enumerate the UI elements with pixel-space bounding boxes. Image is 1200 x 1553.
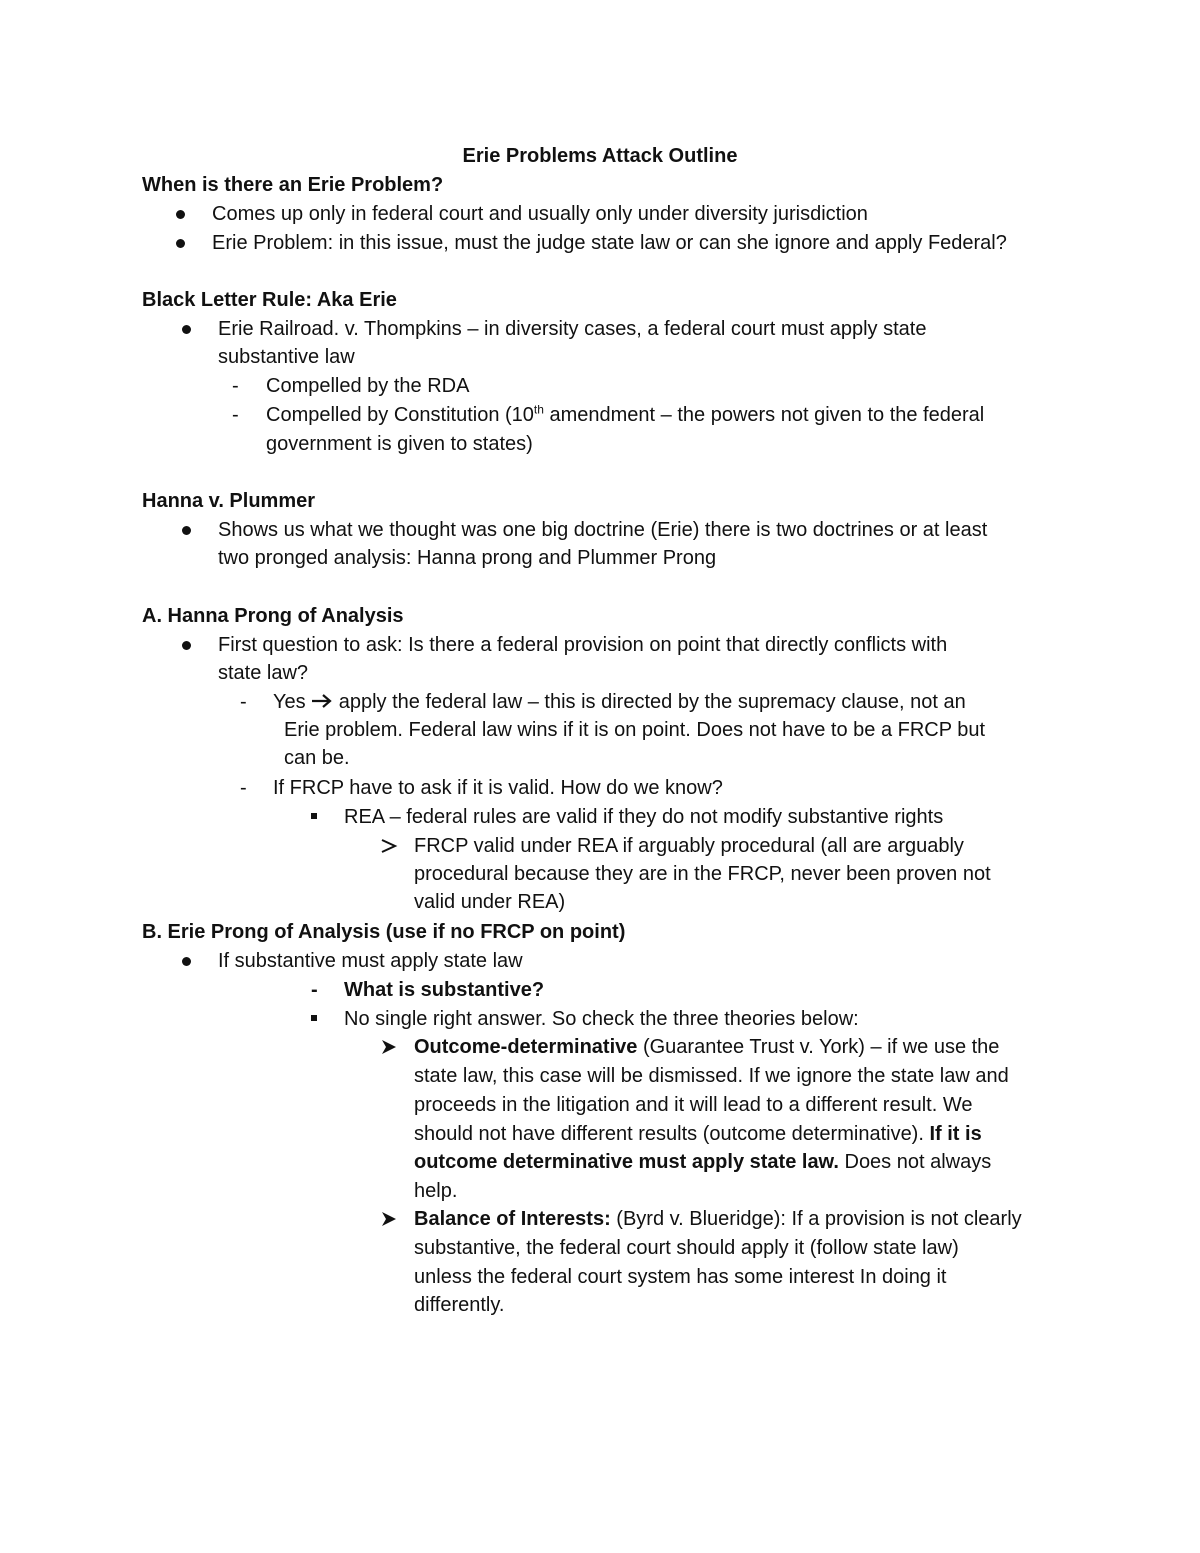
arrow-item-text-continued: differently. [414,1294,505,1316]
sub-item-text: Compelled by Constitution (10th amendment – the powers not given to the federal [266,402,985,426]
arrowhead-bullet-icon [380,1211,398,1227]
dash-marker: - [240,777,247,799]
bullet-text-continued: state law? [218,662,309,684]
arrowhead-bullet-icon [380,1039,398,1055]
square-bullet-icon [311,1015,317,1021]
bullet-text: Shows us what we thought was one big doctrine (Erie) there is two doctrines or at least [218,519,988,541]
section-heading-erie-problem: When is there an Erie Problem? [142,174,444,196]
bullet-text: Erie Problem: in this issue, must the judge state law or can she ignore and apply Federal? [212,232,1007,254]
sub-item-text: What is substantive? [344,979,545,1001]
square-item-text: REA – federal rules are valid if they do not modify substantive rights [344,806,944,828]
bullet-text-continued: substantive law [218,346,355,368]
section-heading-erie-prong: B. Erie Prong of Analysis (use if no FRCP on point) [142,921,626,943]
arrow-item-text: Balance of Interests: (Byrd v. Blueridge): If a provision is not clearly [414,1208,1022,1230]
dash-marker: - [311,979,318,1001]
bullet-dot-icon [176,239,185,248]
sub-item-text: If FRCP have to ask if it is valid. How do we know? [273,777,723,799]
dash-marker: - [240,691,247,713]
bullet-dot-icon [182,526,191,535]
dash-marker: - [232,375,239,397]
arrow-item-text: Outcome-determinative (Guarantee Trust v. York) – if we use the [414,1036,1000,1058]
arrow-item-text-continued: outcome determinative must apply state law. Does not always [414,1151,992,1173]
bullet-text: First question to ask: Is there a federal provision on point that directly conflicts with [218,634,948,656]
right-arrow-icon [311,689,333,705]
section-heading-hanna-prong: A. Hanna Prong of Analysis [142,605,404,627]
bullet-text-continued: two pronged analysis: Hanna prong and Plummer Prong [218,547,717,569]
section-heading-black-letter-rule: Black Letter Rule: Aka Erie [142,289,397,311]
arrow-item-text-continued: unless the federal court system has some interest In doing it [414,1266,947,1288]
arrow-item-text-continued: procedural because they are in the FRCP, never been proven not [414,863,991,885]
bullet-dot-icon [182,957,191,966]
arrow-item-text-continued: valid under REA) [414,891,566,913]
bullet-dot-icon [176,210,185,219]
page-title: Erie Problems Attack Outline [462,145,738,167]
bullet-dot-icon [182,641,191,650]
sub-item-text: Yes apply the federal law – this is directed by the supremacy clause, not an [273,691,966,713]
arrow-item-text-continued: substantive, the federal court should apply it (follow state law) [414,1237,959,1259]
bullet-text: Erie Railroad. v. Thompkins – in diversity cases, a federal court must apply state [218,318,927,340]
arrow-item-text-continued: proceeds in the litigation and it will lead to a different result. We [414,1094,973,1116]
arrow-item-text-continued: help. [414,1180,458,1202]
bullet-text: If substantive must apply state law [218,950,523,972]
bullet-dot-icon [182,325,191,334]
sub-item-text: Compelled by the RDA [266,375,470,397]
sub-item-text-continued: government is given to states) [266,433,533,455]
square-item-text: No single right answer. So check the three theories below: [344,1008,859,1030]
bullet-text: Comes up only in federal court and usually only under diversity jurisdiction [212,203,868,225]
section-heading-hanna-v-plummer: Hanna v. Plummer [142,490,316,512]
square-bullet-icon [311,813,317,819]
arrow-item-text-continued: should not have different results (outcome determinative). If it is [414,1123,982,1145]
arrow-item-text: FRCP valid under REA if arguably procedural (all are arguably [414,835,964,857]
dash-marker: - [232,404,239,426]
arrowhead-bullet-icon [380,838,398,854]
arrow-item-text-continued: state law, this case will be dismissed. If we ignore the state law and [414,1065,1009,1087]
sub-item-text-continued: Erie problem. Federal law wins if it is on point. Does not have to be a FRCP but [284,719,986,741]
sub-item-text-continued: can be. [284,747,350,769]
